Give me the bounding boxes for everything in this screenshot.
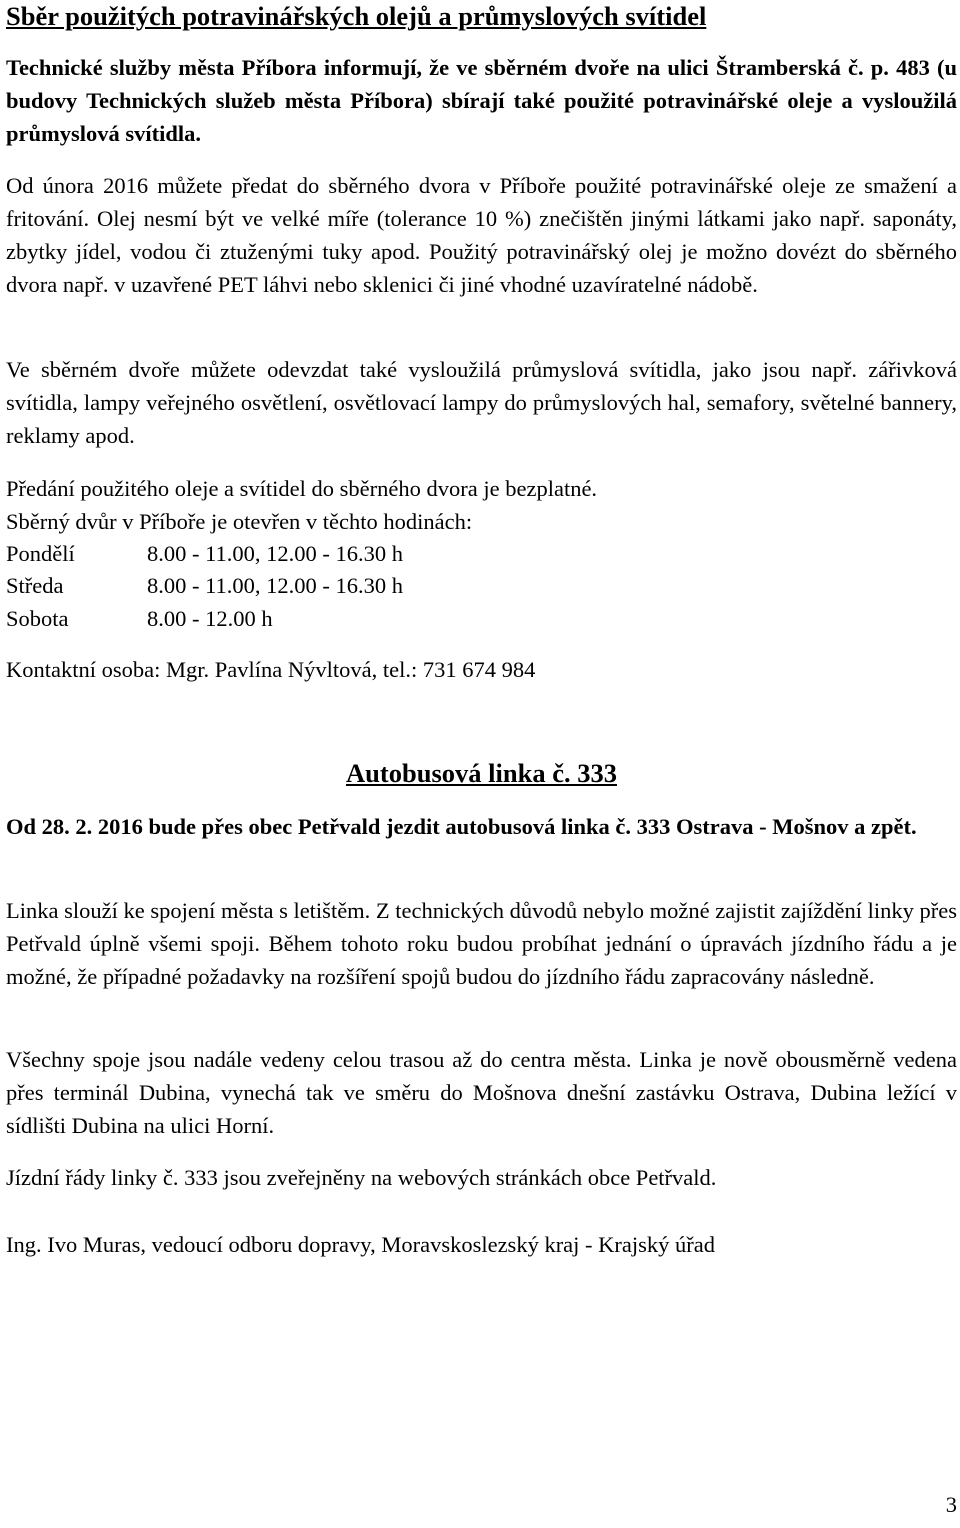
contact-person: Kontaktní osoba: Mgr. Pavlína Nývltová, tel.: 731 674 984 [6,657,536,682]
paragraph-industrial-lights: Ve sběrném dvoře můžete odevzdat také vysloužilá průmyslová svítidla, jako jsou např. zářivková svítidla, lampy veřejného osvětlení, osvětlovací lampy do průmyslových hal, semafory, světelné bannery, reklamy apod. [6,357,957,448]
paragraph-oil-collection: Od února 2016 můžete předat do sběrného dvora v Příboře použité potravinářské oleje ze smažení a fritování. Olej nesmí být ve velké míře (tolerance 10 %) znečištěn jinými látkami jako např. saponáty, zbytky jídel, vodou či ztuženými tuky apod. Použitý potravinářský olej je možno dovézt do sběrného dvora např. v uzavřené PET láhvi nebo sklenici či jiné vhodné uzavíratelné nádobě. [6,173,957,297]
page-number: 3 [945,1492,957,1517]
free-of-charge-note: Předání použitého oleje a svítidel do sběrného dvora je bezplatné. [6,476,598,501]
opening-time: 8.00 - 11.00, 12.00 - 16.30 h [147,573,404,598]
opening-time: 8.00 - 11.00, 12.00 - 16.30 h [147,541,404,566]
bus-paragraph-route: Všechny spoje jsou nadále vedeny celou trasou až do centra města. Linka je nově obousměrně vedena přes terminál Dubina, vynechá tak ve směru do Mošnova dnešní zastávku Ostrava, Dubina ležící v sídlišti Dubina na ulici Horní. [6,1047,957,1138]
bus-timetable-note: Jízdní řády linky č. 333 jsou zveřejněny na webových stránkách obce Petřvald. [6,1165,717,1190]
article-intro: Technické služby města Příbora informují, že ve sběrném dvoře na ulici Štramberská č. p. 483 (u budovy Technických služeb města Příbora) sbírají také použité potravinářské oleje a vysloužilá průmyslová svítidla. [6,55,957,146]
opening-time: 8.00 - 12.00 h [147,606,273,631]
bus-line-lead: Od 28. 2. 2016 bude přes obec Petřvald jezdit autobusová linka č. 333 Ostrava - Mošnov a zpět. [6,814,917,839]
opening-day: Pondělí [6,541,75,566]
article-title-waste-oil: Sběr použitých potravinářských olejů a průmyslových svítidel [6,1,707,31]
opening-hours-intro: Sběrný dvůr v Příboře je otevřen v těchto hodinách: [6,509,473,534]
opening-day: Středa [6,573,64,598]
article-title-bus-line: Autobusová linka č. 333 [346,758,617,788]
opening-day: Sobota [6,606,69,631]
bus-paragraph-airport: Linka slouží ke spojení města s letištěm. Z technických důvodů nebylo možné zajistit zajíždění linky přes Petřvald úplně všemi spoji. Během tohoto roku budou probíhat jednání o úpravách jízdního řádu a je možné, že případné požadavky na rozšíření spojů budou do jízdního řádu zapracovány následně. [6,898,958,989]
author-signature: Ing. Ivo Muras, vedoucí odboru dopravy, Moravskoslezský kraj - Krajský úřad [6,1232,716,1257]
